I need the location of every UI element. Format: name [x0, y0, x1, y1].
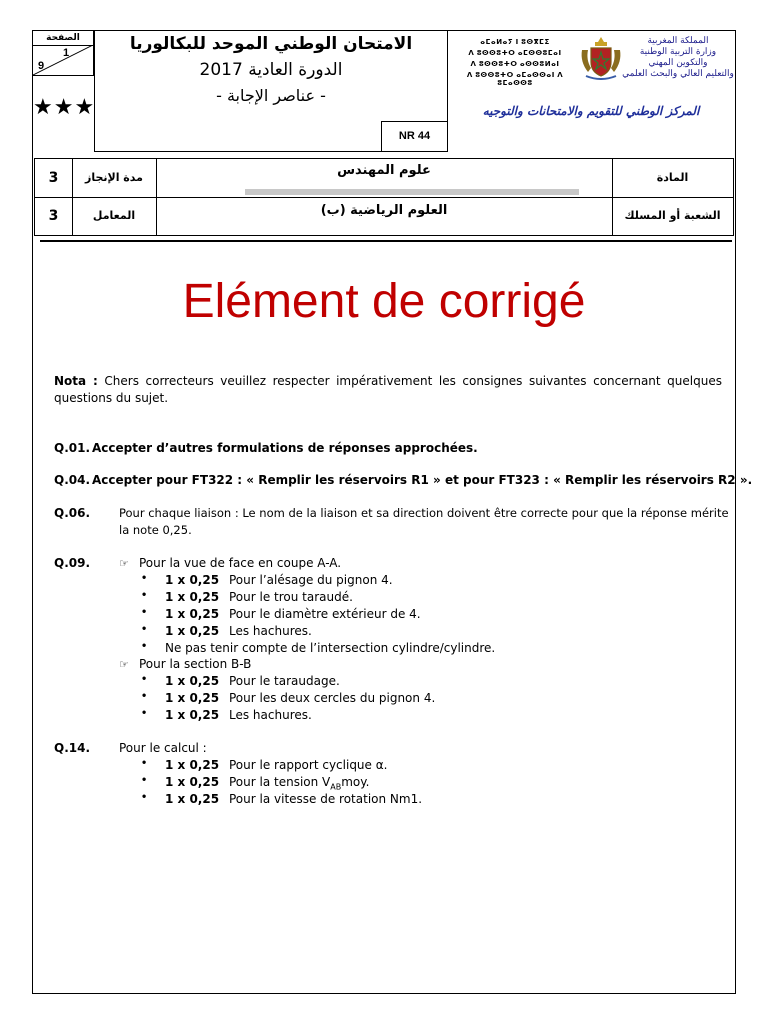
tifinagh-line: ⴷ ⵓⵙⵙⵓⵜⵔ ⴰⵎⵙⵙⵓⵎⴰⵏ — [468, 50, 562, 57]
q14-score: 1 x 0,25 — [165, 758, 220, 772]
q09-score: 1 x 0,25 — [165, 573, 220, 587]
q04-number: Q.04. — [54, 473, 91, 487]
q04-bold-part: Remplir les réservoirs R2 — [565, 473, 736, 487]
q09-head1: Pour la vue de face en coupe A-A. — [139, 556, 342, 570]
branch-label: الشعبة أو المسلك — [624, 209, 721, 222]
bullet-icon: • — [142, 570, 147, 584]
difficulty-stars: ★★★ — [33, 94, 96, 119]
q06-number: Q.06. — [54, 506, 91, 520]
exam-session: الدورة العادية 2017 — [199, 60, 343, 80]
coef-value: 3 — [48, 208, 59, 224]
q14-item: Pour la vitesse de rotation Nm1. — [229, 792, 423, 806]
bullet-icon: • — [142, 705, 147, 719]
moroccan-emblem-icon — [578, 34, 624, 80]
nota-paragraph — [54, 373, 722, 407]
exam-code: NR 44 — [381, 121, 448, 152]
q14-item-subscript: AB — [330, 782, 342, 792]
bullet-icon: • — [142, 772, 147, 786]
q09-item: Pour le diamètre extérieur de 4. — [229, 607, 421, 621]
q04-bold-part: Remplir les réservoirs R1 — [258, 473, 429, 487]
ministry-line: المملكة المغربية — [647, 36, 709, 46]
q14-score: 1 x 0,25 — [165, 775, 220, 789]
document-title: Elément de corrigé — [182, 275, 586, 328]
q01-number: Q.01. — [54, 441, 91, 455]
q09-item: Pour l’alésage du pignon 4. — [229, 573, 393, 587]
q06-line2: la note 0,25. — [119, 523, 192, 537]
bullet-icon: • — [142, 789, 147, 803]
q14-item-part: moy. — [341, 775, 370, 789]
q06-line1: Pour chaque liaison : Le nom de la liaison et sa direction doivent être correcte pour que la réponse mérite — [119, 506, 729, 520]
q04-text-part: ». — [735, 473, 753, 487]
branch-value: العلوم الرياضية (ب) — [320, 203, 448, 218]
national-centre-name: المركز الوطني للتقويم والامتحانات والتوجيه — [482, 104, 700, 118]
bullet-icon: • — [142, 621, 147, 635]
q14-item: Pour le rapport cyclique α. — [229, 758, 388, 772]
duration-value: 3 — [48, 170, 59, 186]
bullet-icon: • — [142, 755, 147, 769]
q14-score: 1 x 0,25 — [165, 792, 220, 806]
tifinagh-line: ⴰⵎⴰⵍⴰⵢ ⵏ ⵓⵙⴳⵎⵉ — [480, 39, 550, 46]
bullet-icon: • — [142, 688, 147, 702]
header-rule — [40, 240, 732, 242]
bullet-icon: • — [142, 638, 147, 652]
q09-item: Les hachures. — [229, 624, 312, 638]
q09-item: Pour le trou taraudé. — [229, 590, 353, 604]
q09-number: Q.09. — [54, 556, 91, 570]
q09-item: Pour le taraudage. — [229, 674, 340, 688]
page-number-box — [32, 30, 94, 76]
ministry-line: والتعليم العالي والبحث العلمي — [622, 69, 734, 79]
bullet-icon: • — [142, 587, 147, 601]
q04-text-part: » et pour FT323 : « — [428, 473, 565, 487]
q09-score: 1 x 0,25 — [165, 624, 220, 638]
q14-item-part: Pour la tension V — [229, 775, 331, 789]
subject-value: علوم المهندس — [337, 163, 431, 178]
pointing-hand-icon: ☞ — [119, 557, 129, 570]
tifinagh-line: ⴷ ⵓⵙⵙⵓⵜⵔ ⴰⵎⴰⵙⵙⴰⵏ ⴷ ⵓⵎⴰⵙⵙⵓ — [466, 72, 564, 87]
page-number: 1 — [63, 47, 70, 59]
q09-note: Ne pas tenir compte de l’intersection cylindre/cylindre. — [165, 641, 496, 655]
page-total: 9 — [38, 60, 45, 72]
tifinagh-line: ⴷ ⵓⵙⵙⵓⵜⵔ ⴰⵙⵙⵓⵍⴰⵏ — [470, 61, 560, 68]
q09-item: Les hachures. — [229, 708, 312, 722]
q01-text: Accepter d’autres formulations de réponses approchées. — [92, 441, 478, 455]
shaded-bar — [245, 189, 579, 195]
bullet-icon: • — [142, 604, 147, 618]
q09-score: 1 x 0,25 — [165, 607, 220, 621]
ministry-line: وزارة التربية الوطنية — [639, 47, 717, 57]
subject-label: المادة — [656, 171, 689, 184]
page-label: الصفحة — [46, 32, 80, 42]
q09-head2: Pour la section B-B — [139, 657, 252, 671]
q09-score: 1 x 0,25 — [165, 590, 220, 604]
q09-score: 1 x 0,25 — [165, 691, 220, 705]
exam-subtitle: - عناصر الإجابة - — [216, 86, 326, 105]
pointing-hand-icon: ☞ — [119, 658, 129, 671]
q04-text — [92, 472, 752, 489]
q09-score: 1 x 0,25 — [165, 674, 220, 688]
exam-title: الامتحان الوطني الموحد للبكالوريا — [129, 34, 413, 54]
duration-label: مدة الإنجاز — [85, 171, 143, 184]
bullet-icon: • — [142, 671, 147, 685]
q14-number: Q.14. — [54, 741, 91, 755]
coef-label: المعامل — [92, 209, 136, 222]
nota-text: Chers correcteurs veuillez respecter impérativement les consignes suivantes concernant quelques questions du sujet. — [54, 374, 722, 405]
nota-label: Nota : — [54, 374, 98, 388]
q09-score: 1 x 0,25 — [165, 708, 220, 722]
subject-info-table — [34, 158, 734, 236]
ministry-line: والتكوين المهني — [648, 58, 708, 68]
q09-item: Pour les deux cercles du pignon 4. — [229, 691, 436, 705]
q14-head: Pour le calcul : — [119, 741, 207, 755]
q04-text-part: Accepter pour FT322 : « — [92, 473, 259, 487]
